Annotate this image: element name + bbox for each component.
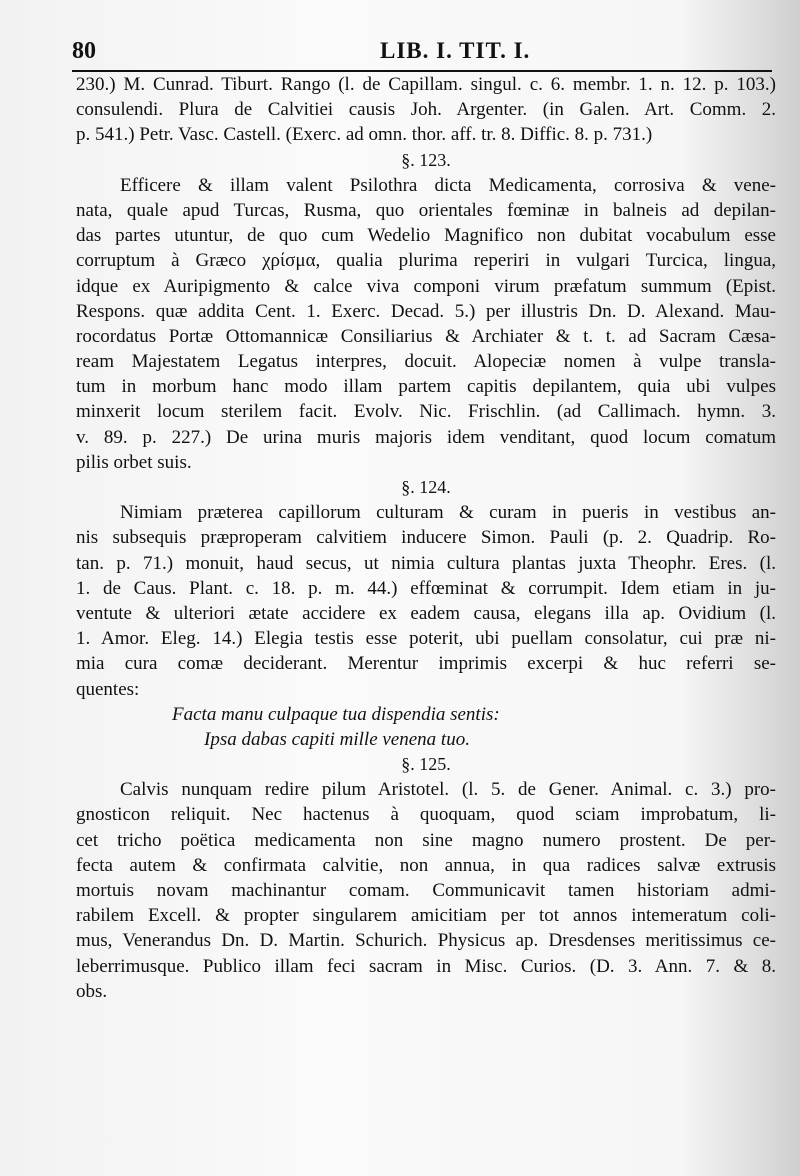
text-line: mia cura comæ deciderant. Merentur imprimis excerpi & huc referri se- (76, 653, 776, 675)
section-heading: §. 124. (401, 477, 451, 497)
text-line: rocordatus Portæ Ottomannicæ Consiliarius & Archiater & t. t. ad Sacram Cæsa- (76, 325, 776, 347)
text-body (76, 72, 776, 1004)
text-line: das partes utuntur, de quo cum Wedelio Magnifico non dubitat vocabulum esse (76, 225, 776, 247)
verse-line: Ipsa dabas capiti mille venena tuo. (204, 728, 470, 750)
text-line: 1. Amor. Eleg. 14.) Elegia testis esse poterit, ubi puellam consolatur, cui præ ni- (76, 628, 776, 650)
text-line: nata, quale apud Turcas, Rusma, quo orientales fœminæ in balneis ad depilan- (76, 199, 776, 221)
text-line: Respons. quæ addita Cent. 1. Exerc. Decad. 5.) per illustris Dn. D. Alexand. Mau- (76, 300, 776, 322)
text-line: ventute & ulteriori ætate accidere ex eadem causa, elegans illa ap. Ovidium (l. (76, 602, 776, 624)
text-line: mortuis novam machinantur comam. Communicavit tamen historiam admi- (76, 880, 776, 901)
text-line: consulendi. Plura de Calvitiei causis Joh. Argenter. (in Galen. Art. Comm. 2. (76, 99, 776, 121)
text-line: quentes: (76, 678, 140, 700)
text-line: corruptum à Græco χρίσμα, qualia plurima reperiri in vulgari Turcica, lingua, (76, 250, 776, 272)
running-head: LIB. I. TIT. I. (380, 38, 531, 63)
section-heading: §. 125. (401, 754, 451, 775)
text-line: mus, Venerandus Dn. D. Martin. Schurich. Physicus ap. Dresdenses meritissimus ce- (76, 930, 776, 952)
paragraph-first-line: Efficere & illam valent Psilothra dicta Medicamenta, corrosiva & vene- (120, 174, 776, 196)
section-heading: §. 123. (401, 149, 451, 170)
text-line: v. 89. p. 227.) De urina muris majoris idem venditant, quod locum comatum (76, 426, 776, 448)
text-line: 230.) M. Cunrad. Tiburt. Rango (l. de Capillam. singul. c. 6. membr. 1. n. 12. p. 103.) (76, 74, 776, 95)
paragraph-first-line: Nimiam præterea capillorum culturam & curam in pueris in vestibus an- (120, 502, 776, 524)
page-header (72, 36, 772, 72)
text-line: gnosticon reliquit. Nec hactenus à quoquam, quod sciam improbatum, li- (76, 804, 776, 826)
text-line: pilis orbet suis. (76, 451, 192, 473)
text-line: nis subsequis præproperam calvitiem inducere Simon. Pauli (p. 2. Quadrip. Ro- (76, 527, 776, 549)
text-line: tan. p. 71.) monuit, haud secus, ut nimia cultura plantas juxta Theophr. Eres. (l. (76, 552, 776, 574)
text-line: obs. (76, 980, 108, 1002)
text-line: idque ex Auripigmento & calce viva componi virum præfatum summum (Epist. (76, 275, 776, 297)
text-line: leberrimusque. Publico illam feci sacram in Misc. Curios. (D. 3. Ann. 7. & 8. (76, 955, 776, 977)
verse-line: Facta manu culpaque tua dispendia sentis: (172, 703, 500, 725)
text-line: fecta autem & confirmata calvitie, non annua, in qua radices salvæ extrusis (76, 854, 776, 876)
text-line: cet tricho poëtica medicamenta non sine magno numero prostent. De per- (76, 829, 776, 851)
text-line: ream Majestatem Legatus interpres, docuit. Alopeciæ nomen à vulpe transla- (76, 351, 776, 373)
paragraph-first-line: Calvis nunquam redire pilum Aristotel. (l. 5. de Gener. Animal. c. 3.) pro- (120, 779, 776, 801)
text-line: rabilem Excell. & propter singularem amicitiam per tot annos intemeratum coli- (76, 905, 776, 927)
text-line: p. 541.) Petr. Vasc. Castell. (Exerc. ad omn. thor. aff. tr. 8. Diffic. 8. p. 731.) (76, 124, 653, 146)
text-line: minxerit locum sterilem facit. Evolv. Nic. Frischlin. (ad Callimach. hymn. 3. (76, 401, 776, 423)
text-line: tum in morbum hanc modo illam partem capitis depilantem, quia ubi vulpes (76, 376, 776, 398)
page-number: 80 (72, 38, 96, 64)
text-line: 1. de Caus. Plant. c. 18. p. m. 44.) effœminat & corrumpit. Idem etiam in ju- (76, 577, 776, 599)
